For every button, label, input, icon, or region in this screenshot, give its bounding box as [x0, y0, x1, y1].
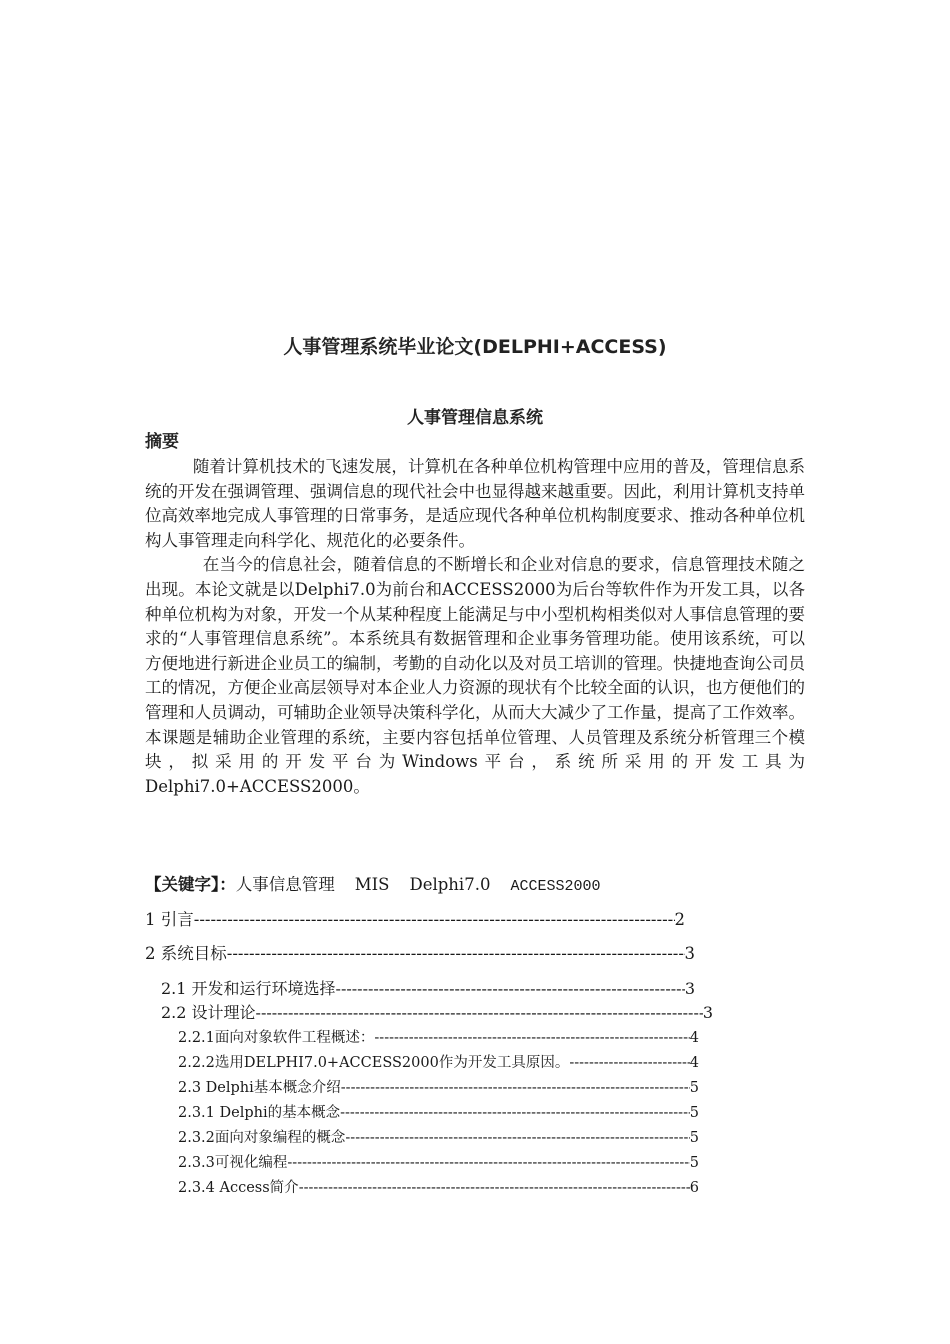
toc-leader — [569, 1052, 689, 1074]
toc-entry[interactable] — [145, 908, 685, 932]
toc-entry-page: 3 — [702, 1003, 713, 1022]
toc-entry[interactable] — [178, 1177, 699, 1199]
toc-entry-page: 3 — [684, 944, 695, 963]
toc-leader — [287, 1152, 689, 1174]
abstract-heading: 摘要 — [145, 432, 179, 452]
toc-entry-page: 5 — [689, 1130, 699, 1146]
toc-entry-title: 2.1 开发和运行环境选择 — [161, 979, 336, 998]
toc-leader — [345, 1127, 689, 1149]
toc-entry-title: 2.3.3可视化编程 — [178, 1155, 288, 1171]
system-title: 人事管理信息系统 — [407, 408, 543, 428]
toc-leader — [341, 1077, 690, 1099]
abstract-paragraph-1: 随着计算机技术的飞速发展，计算机在各种单位机构管理中应用的普及，管理信息系统的开发在强调管理、强调信息的现代社会中也显得越来越重要。因此，利用计算机支持单位高效率地完成人事管理的日常事务，是适应现代各种单位机构制度要求、推动各种单位机构人事管理走向科学化、规范化的必要条件。 — [145, 457, 805, 550]
keywords-line — [145, 873, 620, 899]
toc-entry[interactable] — [178, 1102, 699, 1124]
toc-entry-title: 2.3.4 Access简介 — [178, 1180, 299, 1196]
toc-entry[interactable] — [178, 1127, 699, 1149]
document-title: 人事管理系统毕业论文(DELPHI+ACCESS) — [283, 336, 667, 358]
toc-entry-page: 3 — [684, 979, 695, 998]
toc-leader — [256, 1001, 703, 1025]
keywords-label: 【关键字】： — [145, 875, 236, 894]
toc-leader — [194, 908, 675, 932]
toc-entry-title: 2.3.2面向对象编程的概念 — [178, 1130, 346, 1146]
toc-leader — [374, 1027, 689, 1049]
toc-entry-page: 5 — [689, 1155, 699, 1171]
toc-entry-page: 4 — [689, 1055, 699, 1071]
toc-entry-page: 2 — [674, 910, 685, 929]
keyword: 人事信息管理 — [235, 875, 335, 894]
toc-entry-page: 5 — [689, 1080, 699, 1096]
toc-entry-title: 2.2.1面向对象软件工程概述： — [178, 1030, 375, 1046]
toc-entry-title: 2.3 Delphi基本概念介绍 — [178, 1080, 341, 1096]
toc-entry[interactable] — [145, 942, 695, 966]
toc-entry-title: 2.2 设计理论 — [161, 1003, 256, 1022]
toc-leader — [336, 977, 685, 1001]
toc-entry[interactable] — [161, 1001, 713, 1025]
toc-entry[interactable] — [178, 1152, 699, 1174]
toc-entry-page: 6 — [689, 1180, 699, 1196]
toc-leader — [299, 1177, 690, 1199]
toc-entry-title: 2.3.1 Delphi的基本概念 — [178, 1105, 341, 1121]
abstract-paragraph-2: 在当今的信息社会，随着信息的不断增长和企业对信息的要求，信息管理技术随之出现。本论文就是以Delphi7.0为前台和ACCESS2000为后台等软件作为开发工具，以各种单位机构为对象，开发一个从某种程度上能满足与中小型机构相类似对人事信息管理的要求的“人事管理信息系统”。本系统具有数据管理和企业事务管理功能。使用该系统，可以方便地进行新进企业员工的编制，考勤的自动化以及对员工培训的管理。快捷地查询公司员工的情况，方便企业高层领导对本企业人力资源的现状有个比较全面的认识，也方便他们的管理和人员调动，可辅助企业领导决策科学化，从而大大减少了工作量，提高了工作效率。本课题是辅助企业管理的系统，主要内容包括单位管理、人员管理及系统分析管理三个模块，拟采用的开发平台为Windows平台，系统所采用的开发工具为Delphi7.0+ACCESS2000。 — [145, 555, 805, 796]
toc-entry[interactable] — [178, 1027, 699, 1049]
toc-entry-title: 1 引言 — [145, 910, 194, 929]
toc-entry-page: 4 — [689, 1030, 699, 1046]
toc-leader — [227, 942, 685, 966]
toc-entry[interactable] — [161, 977, 695, 1001]
toc-entry-page: 5 — [689, 1105, 699, 1121]
keyword: ACCESS2000 — [510, 878, 601, 895]
keyword: Delphi7.0 — [409, 875, 491, 894]
toc-entry[interactable] — [178, 1077, 699, 1099]
abstract-body — [145, 455, 805, 799]
toc-leader — [340, 1102, 690, 1124]
toc-entry[interactable] — [178, 1052, 699, 1074]
keyword: MIS — [354, 875, 390, 894]
toc-entry-title: 2 系统目标 — [145, 944, 227, 963]
toc-entry-title: 2.2.2选用DELPHI7.0+ACCESS2000作为开发工具原因。 — [178, 1055, 570, 1071]
